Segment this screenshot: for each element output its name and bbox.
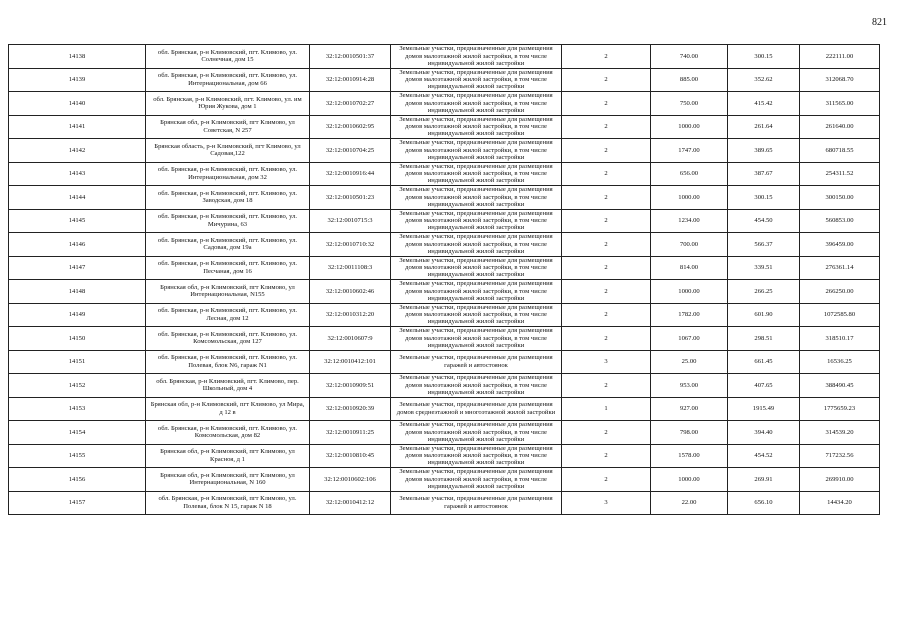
land-purpose-cell: Земельные участки, предназначенные для размещения гаражей и автостоянок	[391, 491, 562, 515]
specific-value-cell: 300.15	[728, 186, 800, 210]
cadastral-number-cell: 32:12:0010909:51	[310, 374, 391, 398]
cadastral-value-cell: 269910.00	[800, 468, 880, 492]
table-row	[9, 256, 880, 280]
table-row	[9, 327, 880, 351]
use-group-cell: 2	[562, 115, 651, 139]
address-cell: Брянская обл, р-н Климовский, пгт Климово, ул Мира, д 12 в	[146, 397, 310, 421]
table-row	[9, 45, 880, 69]
use-group-cell: 2	[562, 209, 651, 233]
land-purpose-cell: Земельные участки, предназначенные для размещения домов малоэтажной жилой застройки, в том числе индивидуальной жилой застройки	[391, 256, 562, 280]
specific-value-cell: 566.37	[728, 233, 800, 257]
use-group-cell: 2	[562, 421, 651, 445]
specific-value-cell: 298.51	[728, 327, 800, 351]
use-group-cell: 2	[562, 327, 651, 351]
use-group-cell: 2	[562, 374, 651, 398]
cadastral-value-cell: 680718.55	[800, 139, 880, 163]
land-purpose-cell: Земельные участки, предназначенные для размещения домов малоэтажной жилой застройки, в том числе индивидуальной жилой застройки	[391, 209, 562, 233]
address-cell: обл. Брянская, р-н Климовский, пгт. Климово, ул. Лесная, дом 12	[146, 303, 310, 327]
cadastral-value-cell: 16536.25	[800, 350, 880, 374]
cadastral-value-cell: 717232.56	[800, 444, 880, 468]
specific-value-cell: 389.65	[728, 139, 800, 163]
table-row	[9, 186, 880, 210]
use-group-cell: 2	[562, 280, 651, 304]
address-cell: обл. Брянская, р-н Климовский, пгт. Климово, ул. Садовая, дом 19а	[146, 233, 310, 257]
record-number-cell: 14147	[9, 256, 146, 280]
record-number-cell: 14144	[9, 186, 146, 210]
record-number-cell: 14156	[9, 468, 146, 492]
table-row	[9, 68, 880, 92]
table-row	[9, 374, 880, 398]
cadastral-number-cell: 32:12:0010412:101	[310, 350, 391, 374]
land-purpose-cell: Земельные участки, предназначенные для размещения домов среднеэтажной и многоэтажной жилой застройки	[391, 397, 562, 421]
address-cell: обл. Брянская, р-н Климовский, пгт. Климово, ул. Интернациональная, дом 66	[146, 68, 310, 92]
table-row	[9, 397, 880, 421]
specific-value-cell: 407.65	[728, 374, 800, 398]
land-purpose-cell: Земельные участки, предназначенные для размещения домов малоэтажной жилой застройки, в том числе индивидуальной жилой застройки	[391, 115, 562, 139]
area-cell: 1000.00	[651, 186, 728, 210]
cadastral-number-cell: 32:12:0011108:3	[310, 256, 391, 280]
use-group-cell: 2	[562, 139, 651, 163]
land-purpose-cell: Земельные участки, предназначенные для размещения домов малоэтажной жилой застройки, в том числе индивидуальной жилой застройки	[391, 280, 562, 304]
record-number-cell: 14157	[9, 491, 146, 515]
cadastral-value-cell: 300150.00	[800, 186, 880, 210]
address-cell: Брянская обл, р-н Климовский, пгт Климово, ул Интернациональная, N 160	[146, 468, 310, 492]
address-cell: обл. Брянская, р-н Климовский, пгт Климово, ул. Полевая, блок N 15, гараж N 18	[146, 491, 310, 515]
cadastral-number-cell: 32:12:0010704:25	[310, 139, 391, 163]
specific-value-cell: 661.45	[728, 350, 800, 374]
table-row	[9, 444, 880, 468]
land-purpose-cell: Земельные участки, предназначенные для размещения домов малоэтажной жилой застройки, в том числе индивидуальной жилой застройки	[391, 186, 562, 210]
specific-value-cell: 266.25	[728, 280, 800, 304]
record-number-cell: 14154	[9, 421, 146, 445]
record-number-cell: 14155	[9, 444, 146, 468]
address-cell: Брянская обл, р-н Климовский, пгт Климово, ул Интернациональная, N155	[146, 280, 310, 304]
use-group-cell: 2	[562, 303, 651, 327]
cadastral-number-cell: 32:12:0010607:9	[310, 327, 391, 351]
cadastral-number-cell: 32:12:0010312:20	[310, 303, 391, 327]
cadastral-value-cell: 314539.20	[800, 421, 880, 445]
record-number-cell: 14146	[9, 233, 146, 257]
record-number-cell: 14142	[9, 139, 146, 163]
specific-value-cell: 394.40	[728, 421, 800, 445]
table-row	[9, 162, 880, 186]
use-group-cell: 2	[562, 186, 651, 210]
land-purpose-cell: Земельные участки, предназначенные для размещения домов малоэтажной жилой застройки, в том числе индивидуальной жилой застройки	[391, 139, 562, 163]
registry-body	[9, 45, 880, 515]
area-cell: 814.00	[651, 256, 728, 280]
land-purpose-cell: Земельные участки, предназначенные для размещения домов малоэтажной жилой застройки, в том числе индивидуальной жилой застройки	[391, 92, 562, 116]
area-cell: 798.00	[651, 421, 728, 445]
address-cell: обл. Брянская, р-н Климовский, пгт. Климово, ул. Солнечная, дом 15	[146, 45, 310, 69]
cadastral-number-cell: 32:12:0010412:12	[310, 491, 391, 515]
table-row	[9, 115, 880, 139]
land-purpose-cell: Земельные участки, предназначенные для размещения гаражей и автостоянок	[391, 350, 562, 374]
cadastral-number-cell: 32:12:0010920:39	[310, 397, 391, 421]
area-cell: 1000.00	[651, 280, 728, 304]
area-cell: 740.00	[651, 45, 728, 69]
record-number-cell: 14143	[9, 162, 146, 186]
specific-value-cell: 1915.49	[728, 397, 800, 421]
area-cell: 1000.00	[651, 468, 728, 492]
use-group-cell: 2	[562, 162, 651, 186]
address-cell: обл. Брянская, р-н Климовский, пгт. Климово, ул. Интернациональная, дом 32	[146, 162, 310, 186]
table-row	[9, 280, 880, 304]
cadastral-number-cell: 32:12:0010702:27	[310, 92, 391, 116]
cadastral-value-cell: 1072585.80	[800, 303, 880, 327]
specific-value-cell: 601.90	[728, 303, 800, 327]
land-purpose-cell: Земельные участки, предназначенные для размещения домов малоэтажной жилой застройки, в том числе индивидуальной жилой застройки	[391, 444, 562, 468]
cadastral-number-cell: 32:12:0010501:37	[310, 45, 391, 69]
record-number-cell: 14138	[9, 45, 146, 69]
record-number-cell: 14140	[9, 92, 146, 116]
area-cell: 1067.00	[651, 327, 728, 351]
cadastral-number-cell: 32:12:0010710:32	[310, 233, 391, 257]
record-number-cell: 14153	[9, 397, 146, 421]
table-row	[9, 350, 880, 374]
cadastral-value-cell: 266250.00	[800, 280, 880, 304]
area-cell: 1000.00	[651, 115, 728, 139]
area-cell: 1234.00	[651, 209, 728, 233]
use-group-cell: 2	[562, 92, 651, 116]
record-number-cell: 14141	[9, 115, 146, 139]
cadastral-value-cell: 388490.45	[800, 374, 880, 398]
use-group-cell: 3	[562, 350, 651, 374]
cadastral-value-cell: 560853.00	[800, 209, 880, 233]
use-group-cell: 2	[562, 256, 651, 280]
address-cell: обл. Брянская, р-н Климовский, пгт. Климово, ул. Полевая, блок N6, гараж N1	[146, 350, 310, 374]
use-group-cell: 3	[562, 491, 651, 515]
area-cell: 22.00	[651, 491, 728, 515]
area-cell: 1578.00	[651, 444, 728, 468]
specific-value-cell: 261.64	[728, 115, 800, 139]
use-group-cell: 2	[562, 45, 651, 69]
use-group-cell: 2	[562, 68, 651, 92]
land-purpose-cell: Земельные участки, предназначенные для размещения домов малоэтажной жилой застройки, в том числе индивидуальной жилой застройки	[391, 374, 562, 398]
address-cell: Брянская обл, р-н Климовский, пгт Климово, ул Красноя, д 1	[146, 444, 310, 468]
specific-value-cell: 454.50	[728, 209, 800, 233]
area-cell: 700.00	[651, 233, 728, 257]
cadastral-value-cell: 276361.14	[800, 256, 880, 280]
cadastral-number-cell: 32:12:0010914:28	[310, 68, 391, 92]
cadastral-value-cell: 311565.00	[800, 92, 880, 116]
land-purpose-cell: Земельные участки, предназначенные для размещения домов малоэтажной жилой застройки, в том числе индивидуальной жилой застройки	[391, 68, 562, 92]
address-cell: обл. Брянская, р-н Климовский, пгт. Климово, ул. Песчаная, дом 16	[146, 256, 310, 280]
land-purpose-cell: Земельные участки, предназначенные для размещения домов малоэтажной жилой застройки, в том числе индивидуальной жилой застройки	[391, 162, 562, 186]
record-number-cell: 14152	[9, 374, 146, 398]
cadastral-number-cell: 32:12:0010916:44	[310, 162, 391, 186]
area-cell: 927.00	[651, 397, 728, 421]
address-cell: обл. Брянская, р-н Климовский, пгт. Климово, ул. Заводская, дом 18	[146, 186, 310, 210]
land-purpose-cell: Земельные участки, предназначенные для размещения домов малоэтажной жилой застройки, в том числе индивидуальной жилой застройки	[391, 45, 562, 69]
record-number-cell: 14151	[9, 350, 146, 374]
area-cell: 656.00	[651, 162, 728, 186]
use-group-cell: 2	[562, 444, 651, 468]
cadastral-value-cell: 254311.52	[800, 162, 880, 186]
cadastral-value-cell: 222111.00	[800, 45, 880, 69]
specific-value-cell: 415.42	[728, 92, 800, 116]
cadastral-value-cell: 14434.20	[800, 491, 880, 515]
cadastral-value-cell: 261640.00	[800, 115, 880, 139]
record-number-cell: 14139	[9, 68, 146, 92]
record-number-cell: 14145	[9, 209, 146, 233]
cadastral-value-cell: 312068.70	[800, 68, 880, 92]
use-group-cell: 2	[562, 233, 651, 257]
land-registry-table	[8, 44, 880, 515]
area-cell: 1747.00	[651, 139, 728, 163]
address-cell: Брянская обл, р-н Климовский, пгт Климово, ул Советская, N 257	[146, 115, 310, 139]
table-row	[9, 233, 880, 257]
cadastral-number-cell: 32:12:0010501:23	[310, 186, 391, 210]
cadastral-value-cell: 318510.17	[800, 327, 880, 351]
table-row	[9, 209, 880, 233]
cadastral-number-cell: 32:12:0010911:25	[310, 421, 391, 445]
cadastral-number-cell: 32:12:0010715:3	[310, 209, 391, 233]
land-purpose-cell: Земельные участки, предназначенные для размещения домов малоэтажной жилой застройки, в том числе индивидуальной жилой застройки	[391, 421, 562, 445]
table-row	[9, 491, 880, 515]
area-cell: 1782.00	[651, 303, 728, 327]
record-number-cell: 14149	[9, 303, 146, 327]
cadastral-number-cell: 32:12:0010602:46	[310, 280, 391, 304]
table-row	[9, 139, 880, 163]
address-cell: обл. Брянская, р-н Климовский, пгт. Климово, ул. Комсомольская, дом 127	[146, 327, 310, 351]
table-row	[9, 92, 880, 116]
area-cell: 953.00	[651, 374, 728, 398]
specific-value-cell: 454.52	[728, 444, 800, 468]
specific-value-cell: 352.62	[728, 68, 800, 92]
specific-value-cell: 300.15	[728, 45, 800, 69]
specific-value-cell: 269.91	[728, 468, 800, 492]
land-purpose-cell: Земельные участки, предназначенные для размещения домов малоэтажной жилой застройки, в том числе индивидуальной жилой застройки	[391, 303, 562, 327]
address-cell: Брянская область, р-н Климовский, пгт Климово, ул Садовая,122	[146, 139, 310, 163]
specific-value-cell: 339.51	[728, 256, 800, 280]
cadastral-number-cell: 32:12:0010602:106	[310, 468, 391, 492]
record-number-cell: 14150	[9, 327, 146, 351]
land-purpose-cell: Земельные участки, предназначенные для размещения домов малоэтажной жилой застройки, в том числе индивидуальной жилой застройки	[391, 327, 562, 351]
table-row	[9, 421, 880, 445]
address-cell: обл. Брянская, р-н Климовский, пгт. Климово, ул. Комсомольская, дом 82	[146, 421, 310, 445]
specific-value-cell: 387.67	[728, 162, 800, 186]
page-number: 821	[872, 17, 887, 28]
area-cell: 25.00	[651, 350, 728, 374]
area-cell: 750.00	[651, 92, 728, 116]
use-group-cell: 1	[562, 397, 651, 421]
area-cell: 885.00	[651, 68, 728, 92]
specific-value-cell: 656.10	[728, 491, 800, 515]
address-cell: обл. Брянская, р-н Климовский, пгт. Климово, пер. Школьный, дом 4	[146, 374, 310, 398]
table-row	[9, 303, 880, 327]
cadastral-number-cell: 32:12:0010602:95	[310, 115, 391, 139]
cadastral-value-cell: 1775659.23	[800, 397, 880, 421]
land-purpose-cell: Земельные участки, предназначенные для размещения домов малоэтажной жилой застройки, в том числе индивидуальной жилой застройки	[391, 233, 562, 257]
record-number-cell: 14148	[9, 280, 146, 304]
table-row	[9, 468, 880, 492]
use-group-cell: 2	[562, 468, 651, 492]
cadastral-value-cell: 396459.00	[800, 233, 880, 257]
address-cell: обл. Брянская, р-н Климовский, пгт. Климово, ул. Мичурина, 63	[146, 209, 310, 233]
cadastral-number-cell: 32:12:0010810:45	[310, 444, 391, 468]
address-cell: обл. Брянская, р-н Климовский, пгт. Климово, ул. им Юрия Жукова, дом 1	[146, 92, 310, 116]
land-purpose-cell: Земельные участки, предназначенные для размещения домов малоэтажной жилой застройки, в том числе индивидуальной жилой застройки	[391, 468, 562, 492]
